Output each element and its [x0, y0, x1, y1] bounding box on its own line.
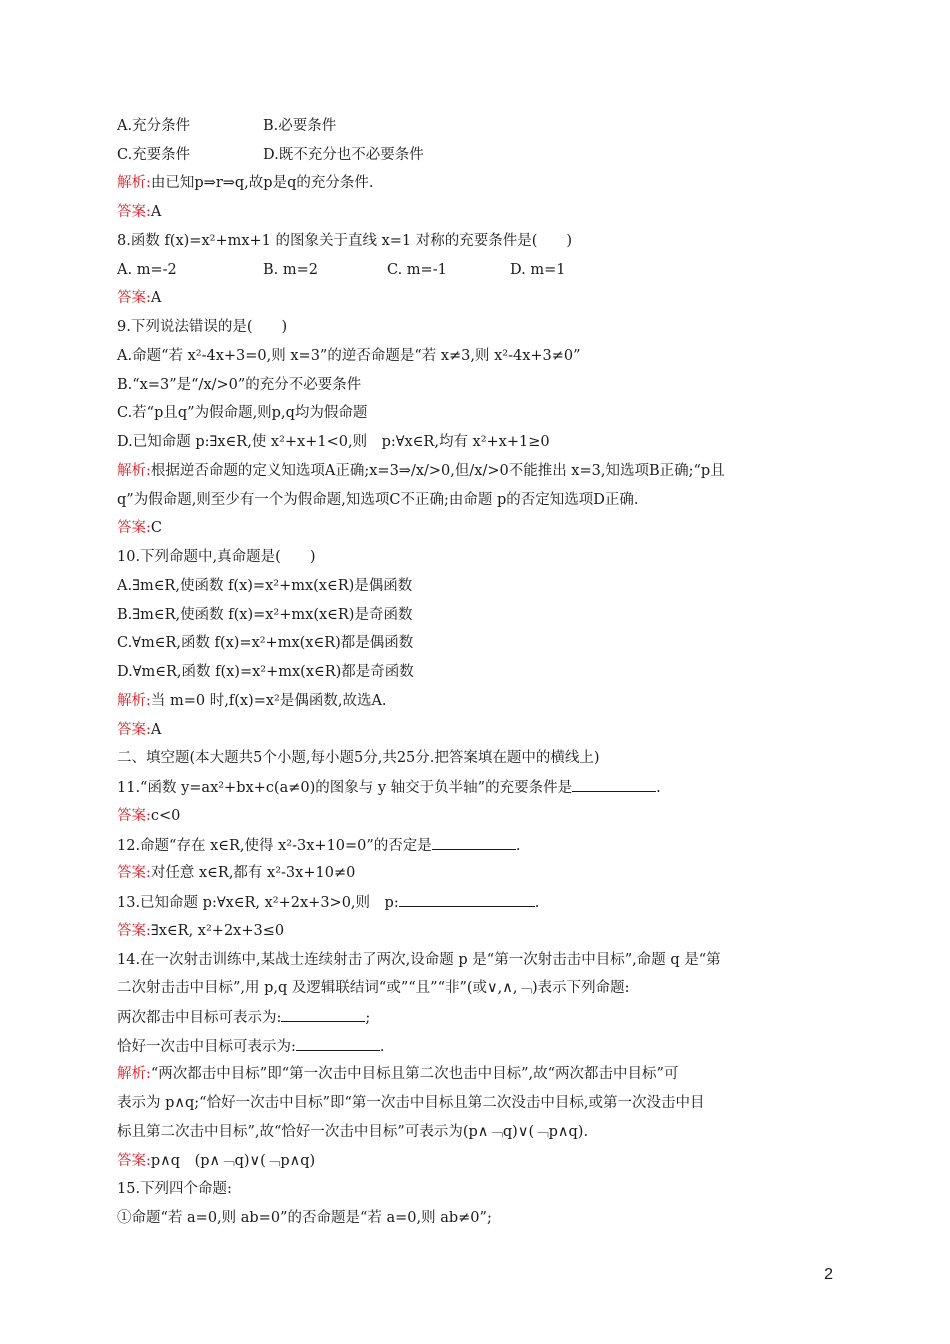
q13-stem — [117, 892, 539, 913]
q14-sub2-tail: . — [379, 1039, 385, 1055]
answer-label: 答案: — [117, 923, 151, 939]
answer-text: p∧q (p∧﹁q)∨(﹁p∧q) — [150, 1153, 316, 1169]
q7-answer — [117, 202, 161, 222]
q13-tail: . — [534, 895, 540, 911]
q7-option-d: D.既不充分也不必要条件 — [263, 147, 424, 163]
answer-label: 答案: — [117, 290, 151, 306]
q11-stem-text: 11.“函数 y=ax²+bx+c(a≠0)的图象与 y 轴交于负半轴”的充要条件是 — [117, 780, 573, 796]
q10-option-c: C.∀m∈R,函数 f(x)=x²+mx(x∈R)都是偶函数 — [117, 635, 414, 651]
analysis-text: 当 m=0 时,f(x)=x²是偶函数,故选A. — [150, 693, 387, 709]
q12-stem — [117, 835, 520, 856]
q10-answer — [117, 720, 161, 740]
q12-blank[interactable] — [432, 835, 516, 850]
q12-stem-text: 12.命题“存在 x∈R,使得 x²-3x+10=0”的否定是 — [117, 838, 432, 854]
answer-label: 答案: — [117, 1153, 151, 1169]
q14-blank-2[interactable] — [296, 1036, 380, 1051]
q14-analysis-line3: 标且第二次击中目标”,故“恰好一次击中目标”可表示为(p∧﹁q)∨(﹁p∧q). — [117, 1124, 589, 1140]
q10-option-a: A.∃m∈R,使函数 f(x)=x²+mx(x∈R)是偶函数 — [117, 578, 413, 594]
q10-option-b: B.∃m∈R,使函数 f(x)=x²+mx(x∈R)是奇函数 — [117, 607, 413, 623]
q13-answer — [117, 921, 284, 941]
analysis-label: 解析: — [117, 1066, 151, 1082]
q12-tail: . — [515, 838, 521, 854]
q14-sub1-tail: ; — [365, 1010, 371, 1026]
page-number: 2 — [824, 1266, 833, 1283]
q8-option-b: B. m=2 — [263, 262, 318, 278]
q8-option-d: D. m=1 — [510, 262, 566, 278]
q14-stem-line2: 二次射击击中目标”,用 p,q 及逻辑联结词“或”“且”“非”(或∨,∧,﹁)表示下列命题: — [117, 980, 630, 996]
answer-text: ∃x∈R, x²+2x+3≤0 — [150, 923, 285, 939]
q11-stem — [117, 777, 661, 798]
answer-label: 答案: — [117, 204, 151, 220]
q15-stem: 15.下列四个命题: — [117, 1181, 232, 1197]
answer-label: 答案: — [117, 865, 151, 881]
q11-blank[interactable] — [572, 777, 656, 792]
answer-text: A — [150, 204, 162, 220]
q7-option-c: C.充要条件 — [117, 147, 191, 163]
q14-blank-1[interactable] — [281, 1007, 365, 1022]
answer-text: c<0 — [150, 808, 181, 824]
answer-text: 对任意 x∈R,都有 x²-3x+10≠0 — [150, 865, 356, 881]
q10-analysis — [117, 691, 387, 711]
answer-text: A — [150, 290, 162, 306]
answer-label: 答案: — [117, 808, 151, 824]
q7-option-b: B.必要条件 — [263, 118, 337, 134]
answer-label: 答案: — [117, 722, 151, 738]
q9-option-a: A.命题“若 x²-4x+3=0,则 x=3”的逆否命题是“若 x≠3,则 x²-4x+3≠0” — [117, 348, 581, 364]
analysis-text: 由已知p⇒r⇒q,故p是q的充分条件. — [150, 175, 374, 191]
q14-stem-line1: 14.在一次射击训练中,某战士连续射击了两次,设命题 p 是“第一次射击击中目标”,命题 q 是“第 — [117, 952, 721, 968]
q14-answer — [117, 1151, 315, 1171]
q9-option-b: B.“x=3”是“/x/>0”的充分不必要条件 — [117, 377, 362, 393]
analysis-label: 解析: — [117, 463, 151, 479]
q9-analysis-line2: q”为假命题,则至少有一个为假命题,知选项C不正确;由命题 p的否定知选项D正确. — [117, 492, 639, 508]
q14-sub1 — [117, 1007, 370, 1028]
q14-analysis-line2: 表示为 p∧q;“恰好一次击中目标”即“第一次击中目标且第二次没击中目标,或第一次没击中目 — [117, 1095, 705, 1111]
q10-option-d: D.∀m∈R,函数 f(x)=x²+mx(x∈R)都是奇函数 — [117, 664, 414, 680]
section-heading: 二、填空题(本大题共5个小题,每小题5分,共25分.把答案填在题中的横线上) — [117, 750, 600, 766]
analysis-label: 解析: — [117, 693, 151, 709]
q12-answer — [117, 863, 355, 883]
q9-option-c: C.若“p且q”为假命题,则p,q均为假命题 — [117, 405, 368, 421]
q9-analysis-line1 — [117, 461, 725, 481]
q13-blank[interactable] — [399, 892, 535, 907]
q15-item-1: ①命题“若 a=0,则 ab=0”的否命题是“若 a=0,则 ab≠0”; — [117, 1210, 492, 1226]
analysis-text: 根据逆否命题的定义知选项A正确;x=3⇒/x/>0,但/x/>0不能推出 x=3,知选项B正确;“p且 — [150, 463, 725, 479]
q13-stem-text: 13.已知命题 p:∀x∈R, x²+2x+3>0,则 p: — [117, 895, 399, 911]
q9-option-d: D.已知命题 p:∃x∈R,使 x²+x+1<0,则 p:∀x∈R,均有 x²+x+1≥0 — [117, 434, 550, 450]
q8-stem: 8.函数 f(x)=x²+mx+1 的图象关于直线 x=1 对称的充要条件是( ) — [117, 233, 573, 249]
q14-analysis-line1 — [117, 1064, 678, 1084]
answer-text: C — [150, 520, 162, 536]
q14-sub2 — [117, 1036, 385, 1057]
q8-option-a: A. m=-2 — [117, 262, 177, 278]
analysis-text: “两次都击中目标”即“第一次击中目标且第二次也击中目标”,故“两次都击中目标”可 — [150, 1066, 679, 1082]
q7-option-a: A.充分条件 — [117, 118, 191, 134]
q11-answer — [117, 806, 180, 826]
q14-sub2-text: 恰好一次击中目标可表示为: — [117, 1039, 296, 1055]
q8-answer — [117, 288, 161, 308]
q7-analysis — [117, 173, 373, 193]
q11-tail: . — [656, 780, 661, 796]
q8-option-c: C. m=-1 — [387, 262, 447, 278]
answer-label: 答案: — [117, 520, 151, 536]
q9-stem: 9.下列说法错误的是( ) — [117, 319, 288, 335]
answer-text: A — [150, 722, 162, 738]
q14-sub1-text: 两次都击中目标可表示为: — [117, 1010, 282, 1026]
analysis-label: 解析: — [117, 175, 151, 191]
q9-answer — [117, 518, 162, 538]
q10-stem: 10.下列命题中,真命题是( ) — [117, 549, 316, 565]
